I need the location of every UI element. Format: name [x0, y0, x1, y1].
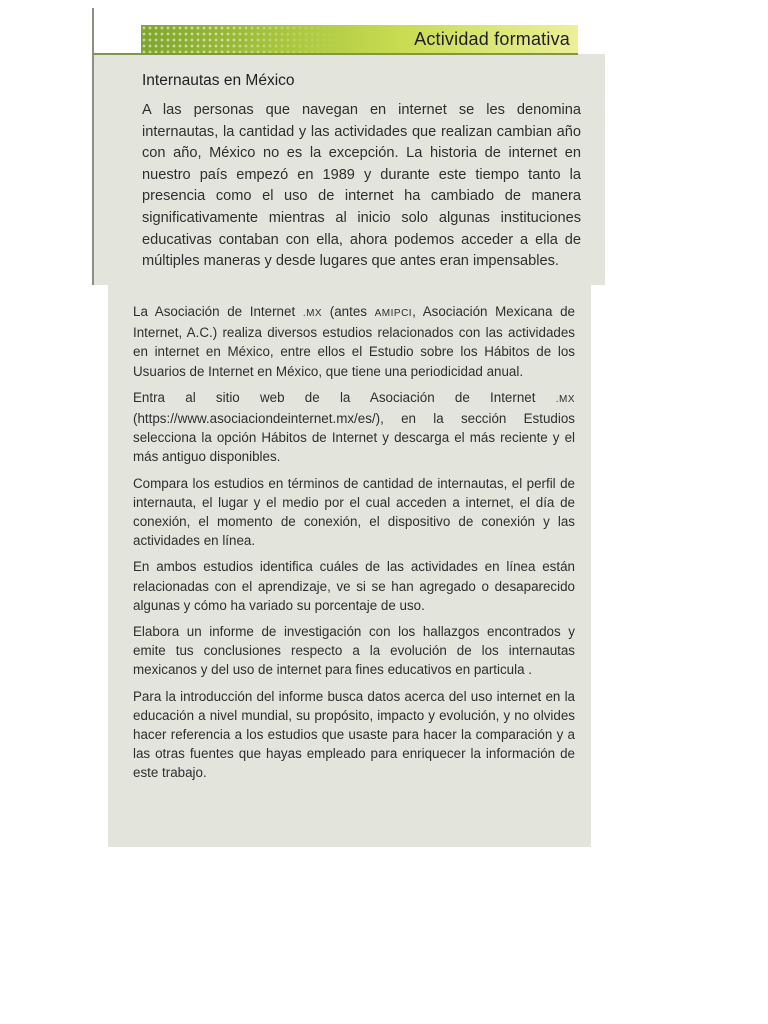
intro-paragraph: A las personas que navegan en internet se les denomina internautas, la cantidad y las actividades que realizan cambian año con año, México no es la excepción. La historia de internet en nuestro país empezó en 1989 y durante este tiempo tanto la presencia como el uso de internet ha cambiado de manera significativamente mientras al inicio solo algunas instituciones educativas contaban con ella, ahora podemos acceder a ella de múltiples maneras y desde lugares que antes eran impensables. [142, 102, 581, 270]
paragraph-1: La Asociación de Internet .MX (antes AMIPCI, Asociación Mexicana de Internet, A.C.) realiza diversos estudios relacionados con las actividades en internet en México, entre ellos el Estudio sobre los Hábitos de los Usuarios de Internet en México, que tiene una periodicidad anual. [133, 304, 575, 379]
header-divider [94, 53, 578, 55]
left-rule [92, 8, 94, 285]
paragraph-6: Para la introducción del informe busca datos acerca del uso internet en la educación a nivel mundial, su propósito, impacto y evolución, y no olvides hacer referencia a los estudios que usaste para hacer la comparación y a las otras fuentes que hayas empleado para enriquecer la información de este trabajo. [133, 688, 575, 781]
paragraph-3: Compara los estudios en términos de cantidad de internautas, el perfil de internauta, el lugar y el medio por el cual acceden a internet, el día de conexión, el momento de conexión, el dispositivo de conexión y las actividades en línea. [133, 475, 575, 549]
header-dot-pattern [141, 25, 341, 54]
paragraph-4: En ambos estudios identifica cuáles de las actividades en línea están relacionadas con el aprendizaje, ve si se han agregado o desaparecido algunas y cómo ha variado su porcentaje de uso. [133, 559, 575, 613]
paragraph-5: Elabora un informe de investigación con los hallazgos encontrados y emite tus conclusiones respecto a la evolución de los internautas mexicanos y del uso de internet para fines educativos en particula . [133, 624, 575, 678]
activity-text [133, 302, 575, 790]
paragraph-2: Entra al sitio web de la Asociación de Internet .MX (https://www.asociaciondeinternet.mx/es/), en la sección Estudios selecciona la opción Hábitos de Internet y descarga el más reciente y el más antiguo disponibles. [133, 389, 575, 465]
section-label: Actividad formativa [414, 29, 570, 49]
intro-title: Internautas en México [142, 72, 295, 89]
